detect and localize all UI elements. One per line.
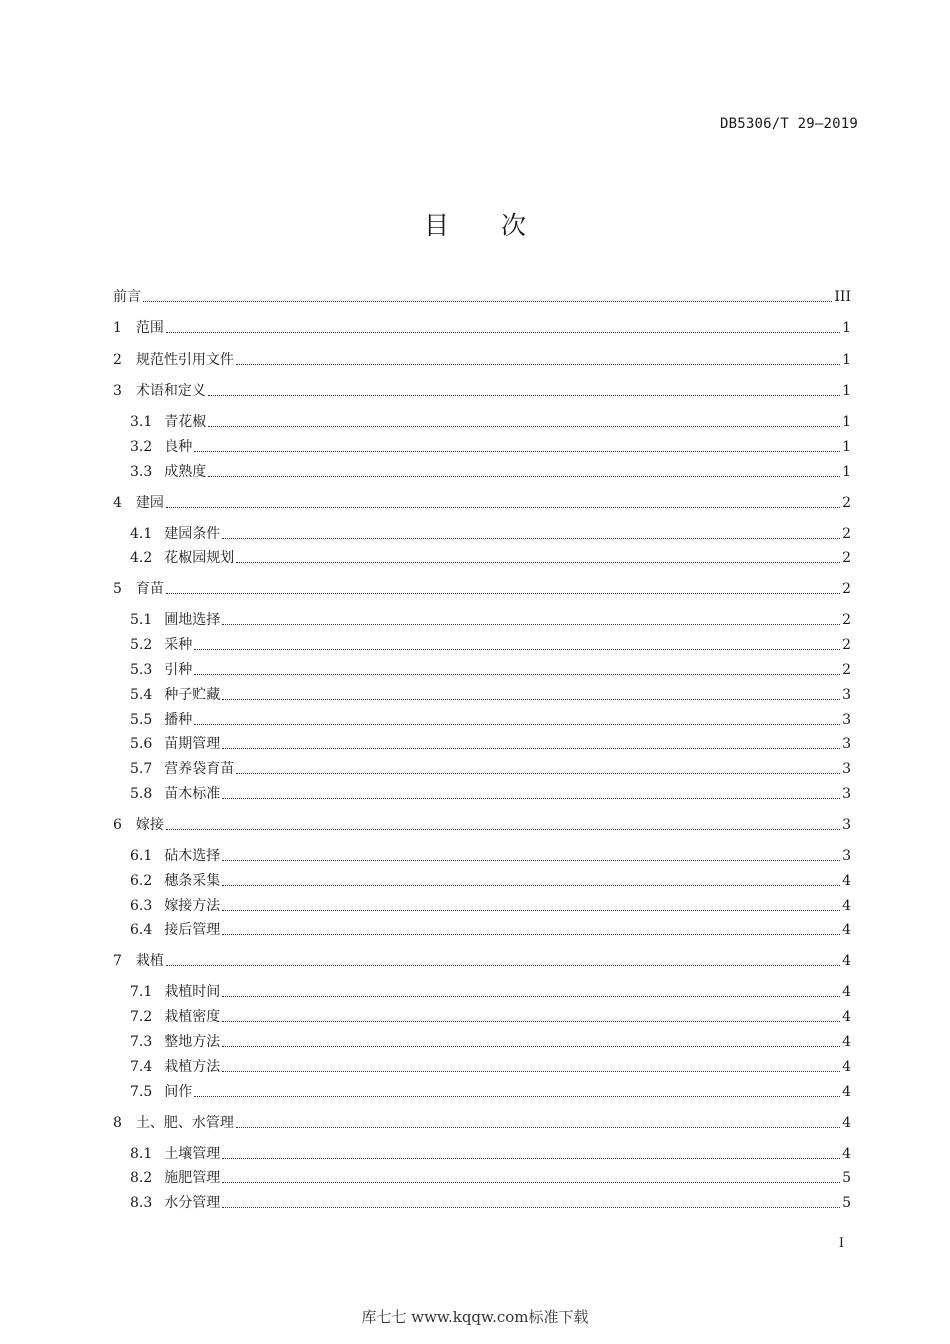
toc-entry-number: 8.2 <box>130 1170 153 1187</box>
toc-entry-page: 4 <box>842 897 851 914</box>
title-part-1: 目 <box>423 211 449 240</box>
toc-dot-leader <box>222 537 840 539</box>
toc-entry-label <box>130 710 192 730</box>
toc-entry[interactable] <box>130 685 851 705</box>
toc-dot-leader <box>236 561 840 563</box>
toc-entry[interactable] <box>130 1032 851 1052</box>
title-part-2: 次 <box>501 211 527 240</box>
toc-entry-number: 6.4 <box>130 922 153 939</box>
toc-entry-number: 5 <box>113 581 122 598</box>
toc-entry-title: 土、肥、水管理 <box>135 1114 234 1131</box>
toc-entry-title: 栽植密度 <box>164 1009 221 1026</box>
toc-entry-page: 4 <box>842 922 851 939</box>
toc-entry-number: 7.3 <box>130 1033 153 1050</box>
toc-dot-leader <box>236 772 840 774</box>
toc-entry[interactable] <box>130 635 851 655</box>
toc-entry[interactable] <box>130 920 851 940</box>
toc-entry-number: 3 <box>113 382 122 399</box>
toc-entry-title: 苗木标准 <box>164 785 221 802</box>
toc-entry[interactable] <box>113 579 851 599</box>
toc-entry-number: 5.2 <box>130 637 153 654</box>
toc-entry[interactable] <box>130 412 851 432</box>
toc-entry-number: 6.1 <box>130 847 153 864</box>
toc-entry-label <box>113 1113 234 1133</box>
toc-entry-label <box>130 462 206 482</box>
toc-entry-label <box>113 381 206 401</box>
toc-entry-title: 种子贮藏 <box>164 686 221 703</box>
toc-entry[interactable] <box>130 1007 851 1027</box>
toc-entry-page: 2 <box>842 550 851 567</box>
toc-entry[interactable] <box>130 610 851 630</box>
toc-entry[interactable] <box>130 846 851 866</box>
toc-entry-title: 术语和定义 <box>135 382 206 399</box>
toc-entry[interactable] <box>130 734 851 754</box>
toc-entry-number: 7.5 <box>130 1083 153 1100</box>
toc-entry[interactable] <box>130 437 851 457</box>
toc-entry-label <box>130 920 220 940</box>
toc-dot-leader <box>222 1157 840 1159</box>
toc-entry-page: 3 <box>842 847 851 864</box>
toc-dot-leader <box>166 592 840 594</box>
toc-entry-number: 8 <box>113 1114 122 1131</box>
toc-entry-title: 育苗 <box>135 581 164 598</box>
toc-entry[interactable] <box>130 548 851 568</box>
toc-dot-leader <box>194 648 840 650</box>
toc-entry-title: 栽植时间 <box>164 984 221 1001</box>
toc-entry-title: 花椒园规划 <box>164 550 235 567</box>
toc-entry-number: 8.3 <box>130 1195 153 1212</box>
toc-entry-page: 4 <box>842 953 851 970</box>
toc-dot-leader <box>222 1020 840 1022</box>
toc-dot-leader <box>194 1095 840 1097</box>
toc-entry[interactable] <box>113 815 851 835</box>
toc-entry-page: 4 <box>842 1033 851 1050</box>
toc-dot-leader <box>194 723 840 725</box>
toc-entry[interactable] <box>130 1144 851 1164</box>
toc-dot-leader <box>236 363 840 365</box>
toc-entry[interactable] <box>130 660 851 680</box>
toc-entry-page: 4 <box>842 1083 851 1100</box>
toc-entry-label <box>130 412 206 432</box>
toc-dot-leader <box>222 1206 840 1208</box>
toc-entry-title: 苗期管理 <box>164 736 221 753</box>
toc-entry-number: 6.3 <box>130 897 153 914</box>
toc-entry-label <box>130 660 192 680</box>
toc-entry-label <box>113 951 164 971</box>
toc-entry-number: 6.2 <box>130 872 153 889</box>
toc-dot-leader <box>143 300 832 302</box>
toc-entry-label <box>130 1007 220 1027</box>
toc-dot-leader <box>222 747 840 749</box>
toc-dot-leader <box>166 828 840 830</box>
toc-dot-leader <box>208 425 840 427</box>
toc-entry-page: 3 <box>842 816 851 833</box>
toc-entry[interactable] <box>130 710 851 730</box>
toc-entry-page: 4 <box>842 1058 851 1075</box>
toc-entry-title: 播种 <box>164 711 193 728</box>
toc-entry-label <box>130 871 220 891</box>
toc-entry-title: 接后管理 <box>164 922 221 939</box>
toc-entry-page: 5 <box>842 1170 851 1187</box>
toc-entry[interactable] <box>130 982 851 1002</box>
toc-entry-label <box>113 815 164 835</box>
toc-entry-label <box>130 759 234 779</box>
toc-entry[interactable] <box>130 784 851 804</box>
toc-dot-leader <box>236 1126 840 1128</box>
toc-entry[interactable] <box>130 1057 851 1077</box>
toc-entry-number: 5.3 <box>130 661 153 678</box>
toc-entry-label <box>130 1144 220 1164</box>
toc-entry-title: 栽植方法 <box>164 1058 221 1075</box>
toc-entry-title: 施肥管理 <box>164 1170 221 1187</box>
toc-entry[interactable] <box>113 951 851 971</box>
toc-entry-page: 2 <box>842 612 851 629</box>
toc-entry-page: 1 <box>842 438 851 455</box>
toc-entry-label <box>130 896 220 916</box>
toc-entry-title: 成熟度 <box>164 463 207 480</box>
toc-dot-leader <box>222 884 840 886</box>
toc-dot-leader <box>222 797 840 799</box>
toc-entry-number: 7 <box>113 953 122 970</box>
toc-entry-page: 4 <box>842 1145 851 1162</box>
toc-entry-page: III <box>834 289 851 305</box>
toc-entry-label <box>130 1168 220 1188</box>
toc-entry[interactable] <box>113 350 851 370</box>
toc-entry-number: 4 <box>113 494 122 511</box>
toc-entry[interactable] <box>113 287 851 307</box>
toc-entry-page: 3 <box>842 711 851 728</box>
page-number: I <box>838 1236 844 1251</box>
toc-entry-page: 4 <box>842 1009 851 1026</box>
toc-entry[interactable] <box>113 1113 851 1133</box>
toc-entry-title: 嫁接 <box>135 816 164 833</box>
toc-entry-label <box>130 548 234 568</box>
toc-entry-page: 4 <box>842 984 851 1001</box>
toc-entry-page: 4 <box>842 1114 851 1131</box>
toc-entry-title: 引种 <box>164 661 193 678</box>
toc-entry-label <box>130 982 220 1002</box>
toc-dot-leader <box>222 1181 840 1183</box>
toc-entry-title: 水分管理 <box>164 1195 221 1212</box>
toc-entry-title: 前言 <box>113 289 141 305</box>
page-title <box>0 206 950 242</box>
toc-entry[interactable] <box>130 1193 851 1213</box>
toc-entry-label <box>130 635 192 655</box>
toc-entry-label <box>130 734 220 754</box>
toc-entry-title: 建园 <box>135 494 164 511</box>
toc-entry-number: 5.6 <box>130 736 153 753</box>
toc-entry-title: 营养袋育苗 <box>164 761 235 778</box>
toc-entry-page: 4 <box>842 872 851 889</box>
toc-entry-number: 5.4 <box>130 686 153 703</box>
toc-dot-leader <box>208 475 840 477</box>
toc-entry[interactable] <box>130 871 851 891</box>
toc-dot-leader <box>222 995 840 997</box>
toc-entry[interactable] <box>130 1168 851 1188</box>
toc-entry-page: 5 <box>842 1195 851 1212</box>
toc-entry[interactable] <box>130 759 851 779</box>
toc-entry-number: 7.2 <box>130 1009 153 1026</box>
toc-entry-number: 3.3 <box>130 463 153 480</box>
toc-entry-label <box>130 437 192 457</box>
toc-entry-title: 青花椒 <box>164 413 207 430</box>
toc-entry-title: 范围 <box>135 320 164 337</box>
toc-entry-title: 整地方法 <box>164 1033 221 1050</box>
toc-entry-page: 2 <box>842 525 851 542</box>
toc-entry[interactable] <box>130 1082 851 1102</box>
toc-entry-title: 规范性引用文件 <box>135 351 234 368</box>
toc-entry-number: 7.1 <box>130 984 153 1001</box>
toc-entry-label <box>113 579 164 599</box>
toc-dot-leader <box>222 1070 840 1072</box>
toc-entry-title: 栽植 <box>135 953 164 970</box>
toc-entry-number: 8.1 <box>130 1145 153 1162</box>
toc-entry-number: 5.5 <box>130 711 153 728</box>
toc-entry-title: 间作 <box>164 1083 193 1100</box>
toc-dot-leader <box>222 698 840 700</box>
toc-entry[interactable] <box>113 381 851 401</box>
toc-entry-label <box>130 784 220 804</box>
toc-entry-title: 土壤管理 <box>164 1145 221 1162</box>
toc-entry-label <box>113 493 164 513</box>
toc-dot-leader <box>222 859 840 861</box>
toc-entry-number: 5.1 <box>130 612 153 629</box>
document-code: DB5306/T 29—2019 <box>719 116 858 132</box>
toc-entry[interactable] <box>130 462 851 482</box>
toc-entry-page: 1 <box>842 413 851 430</box>
toc-entry[interactable] <box>130 896 851 916</box>
toc-dot-leader <box>222 909 840 911</box>
toc-entry-label <box>130 1082 192 1102</box>
toc-entry[interactable] <box>113 493 851 513</box>
toc-entry-label <box>113 287 141 307</box>
toc-dot-leader <box>166 964 840 966</box>
toc-entry-page: 3 <box>842 736 851 753</box>
toc-entry-number: 5.8 <box>130 785 153 802</box>
toc-entry-title: 良种 <box>164 438 193 455</box>
toc-dot-leader <box>222 623 840 625</box>
toc-entry-label <box>130 610 220 630</box>
toc-entry-label <box>130 1057 220 1077</box>
toc-entry-title: 穗条采集 <box>164 872 221 889</box>
toc-entry-page: 1 <box>842 351 851 368</box>
toc-dot-leader <box>166 331 840 333</box>
toc-entry-number: 6 <box>113 816 122 833</box>
toc-entry-number: 3.2 <box>130 438 153 455</box>
toc-entry-page: 1 <box>842 463 851 480</box>
footer-watermark: 库七七 www.kqqw.com标准下载 <box>361 1308 589 1326</box>
toc-entry-page: 3 <box>842 686 851 703</box>
toc-entry[interactable] <box>113 318 851 338</box>
toc-entry-label <box>113 350 234 370</box>
toc-entry-page: 2 <box>842 637 851 654</box>
toc-dot-leader <box>222 933 840 935</box>
toc-entry-label <box>130 1032 220 1052</box>
toc-entry-number: 7.4 <box>130 1058 153 1075</box>
toc-entry[interactable] <box>130 524 851 544</box>
toc-entry-page: 2 <box>842 494 851 511</box>
toc-entry-title: 嫁接方法 <box>164 897 221 914</box>
toc-entry-title: 建园条件 <box>164 525 221 542</box>
toc-entry-title: 圃地选择 <box>164 612 221 629</box>
toc-dot-leader <box>208 394 840 396</box>
toc-entry-label <box>130 524 220 544</box>
toc-entry-label <box>130 685 220 705</box>
toc-dot-leader <box>166 506 840 508</box>
toc-entry-page: 1 <box>842 382 851 399</box>
toc-entry-title: 砧木选择 <box>164 847 221 864</box>
toc-entry-page: 2 <box>842 581 851 598</box>
toc-entry-label <box>130 846 220 866</box>
toc-entry-number: 4.2 <box>130 550 153 567</box>
toc-dot-leader <box>194 450 840 452</box>
toc-entry-label <box>113 318 164 338</box>
toc-entry-page: 3 <box>842 761 851 778</box>
toc-entry-number: 5.7 <box>130 761 153 778</box>
toc-entry-number: 2 <box>113 351 122 368</box>
toc-entry-title: 采种 <box>164 637 193 654</box>
toc-entry-number: 4.1 <box>130 525 153 542</box>
toc-entry-label <box>130 1193 220 1213</box>
toc-entry-page: 1 <box>842 320 851 337</box>
toc-dot-leader <box>194 673 840 675</box>
toc-entry-number: 1 <box>113 320 122 337</box>
toc-entry-page: 3 <box>842 785 851 802</box>
toc-entry-page: 2 <box>842 661 851 678</box>
toc-dot-leader <box>222 1045 840 1047</box>
toc-entry-number: 3.1 <box>130 413 153 430</box>
